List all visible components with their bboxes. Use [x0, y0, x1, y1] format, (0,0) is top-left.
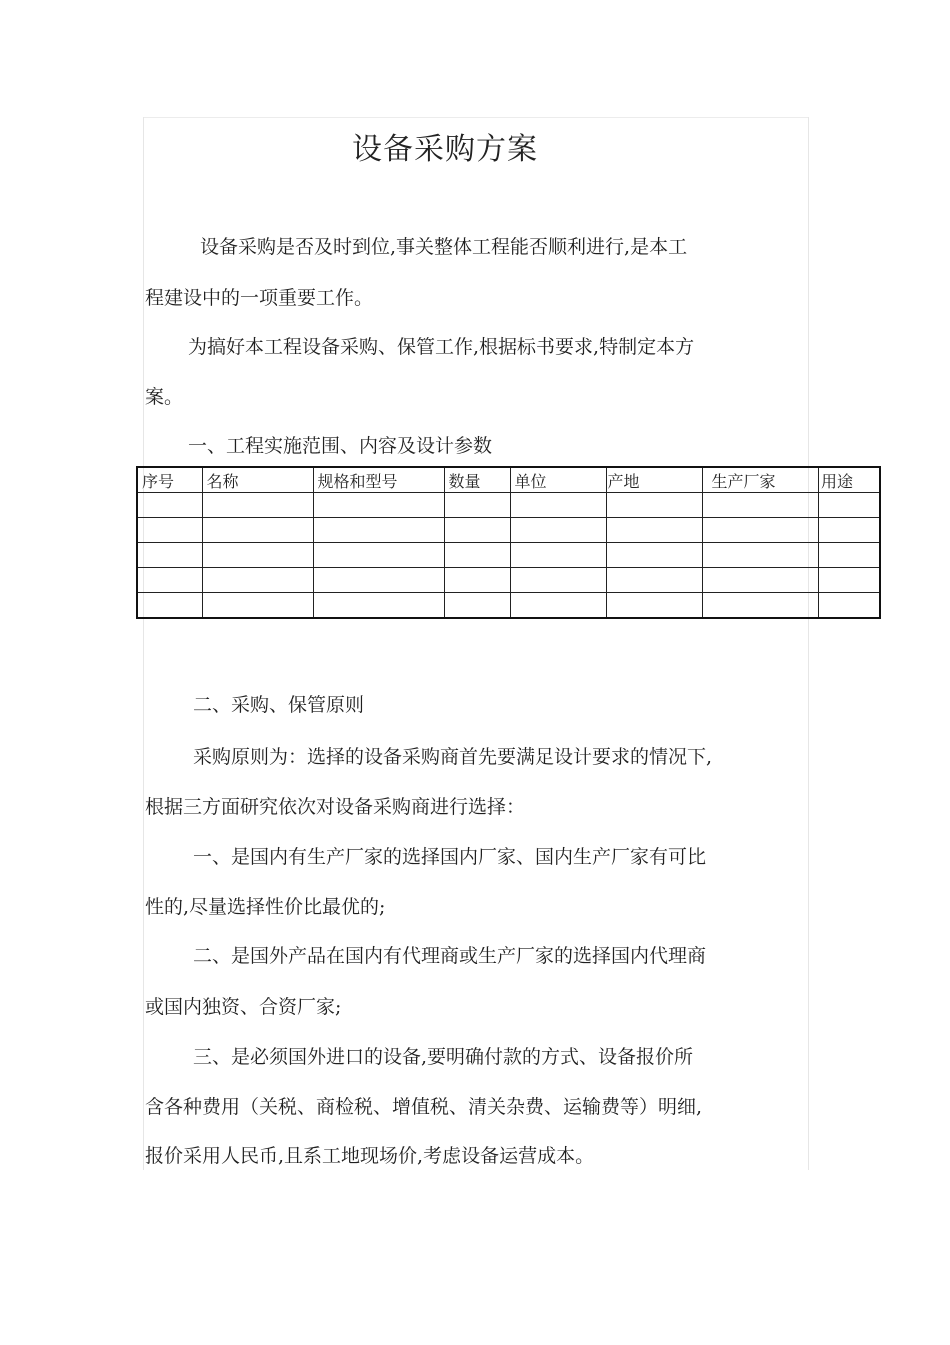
paragraph-line: 三、是必须国外进口的设备,要明确付款的方式、设备报价所 — [193, 1046, 694, 1068]
paragraph-line: 含各种费用（关税、商检税、增值税、清关杂费、运输费等）明细, — [145, 1096, 703, 1118]
table-row — [137, 593, 880, 619]
table-row — [137, 568, 880, 593]
column-header: 产地 — [606, 467, 702, 493]
paragraph-line: 一、是国内有生产厂家的选择国内厂家、国内生产厂家有可比 — [193, 846, 707, 868]
paragraph-line: 采购原则为：选择的设备采购商首先要满足设计要求的情况下, — [193, 746, 713, 768]
table-header-row — [137, 467, 880, 493]
paragraph-line: 为搞好本工程设备采购、保管工作,根据标书要求,特制定本方 — [188, 336, 695, 358]
paragraph-line: 或国内独资、合资厂家; — [145, 996, 342, 1018]
paragraph-line: 报价采用人民币,且系工地现场价,考虑设备运营成本。 — [145, 1145, 595, 1167]
paragraph-line: 性的,尽量选择性价比最优的; — [145, 896, 386, 918]
paragraph-line: 案。 — [145, 386, 184, 408]
column-header: 序号 — [137, 467, 202, 493]
column-header: 生产厂家 — [702, 467, 818, 493]
table-row — [137, 493, 880, 518]
column-header: 单位 — [510, 467, 606, 493]
paragraph-line: 根据三方面研究依次对设备采购商进行选择： — [145, 796, 526, 818]
column-header: 规格和型号 — [313, 467, 444, 493]
table-row — [137, 518, 880, 543]
column-header: 数量 — [444, 467, 510, 493]
paragraph-line: 设备采购是否及时到位,事关整体工程能否顺利进行,是本工 — [200, 236, 688, 258]
page-frame-right — [808, 117, 809, 1170]
page-frame-left — [143, 117, 144, 1170]
paragraph-line: 程建设中的一项重要工作。 — [145, 287, 374, 309]
table-row — [137, 543, 880, 568]
column-header: 名称 — [202, 467, 313, 493]
page-frame-top — [143, 117, 809, 118]
paragraph-line: 二、是国外产品在国内有代理商或生产厂家的选择国内代理商 — [193, 945, 707, 967]
document-title: 设备采购方案 — [352, 132, 538, 167]
equipment-table — [136, 466, 881, 619]
section-heading-2: 二、采购、保管原则 — [193, 694, 365, 716]
section-heading-1: 一、工程实施范围、内容及设计参数 — [188, 435, 493, 457]
column-header: 用途 — [818, 467, 880, 493]
